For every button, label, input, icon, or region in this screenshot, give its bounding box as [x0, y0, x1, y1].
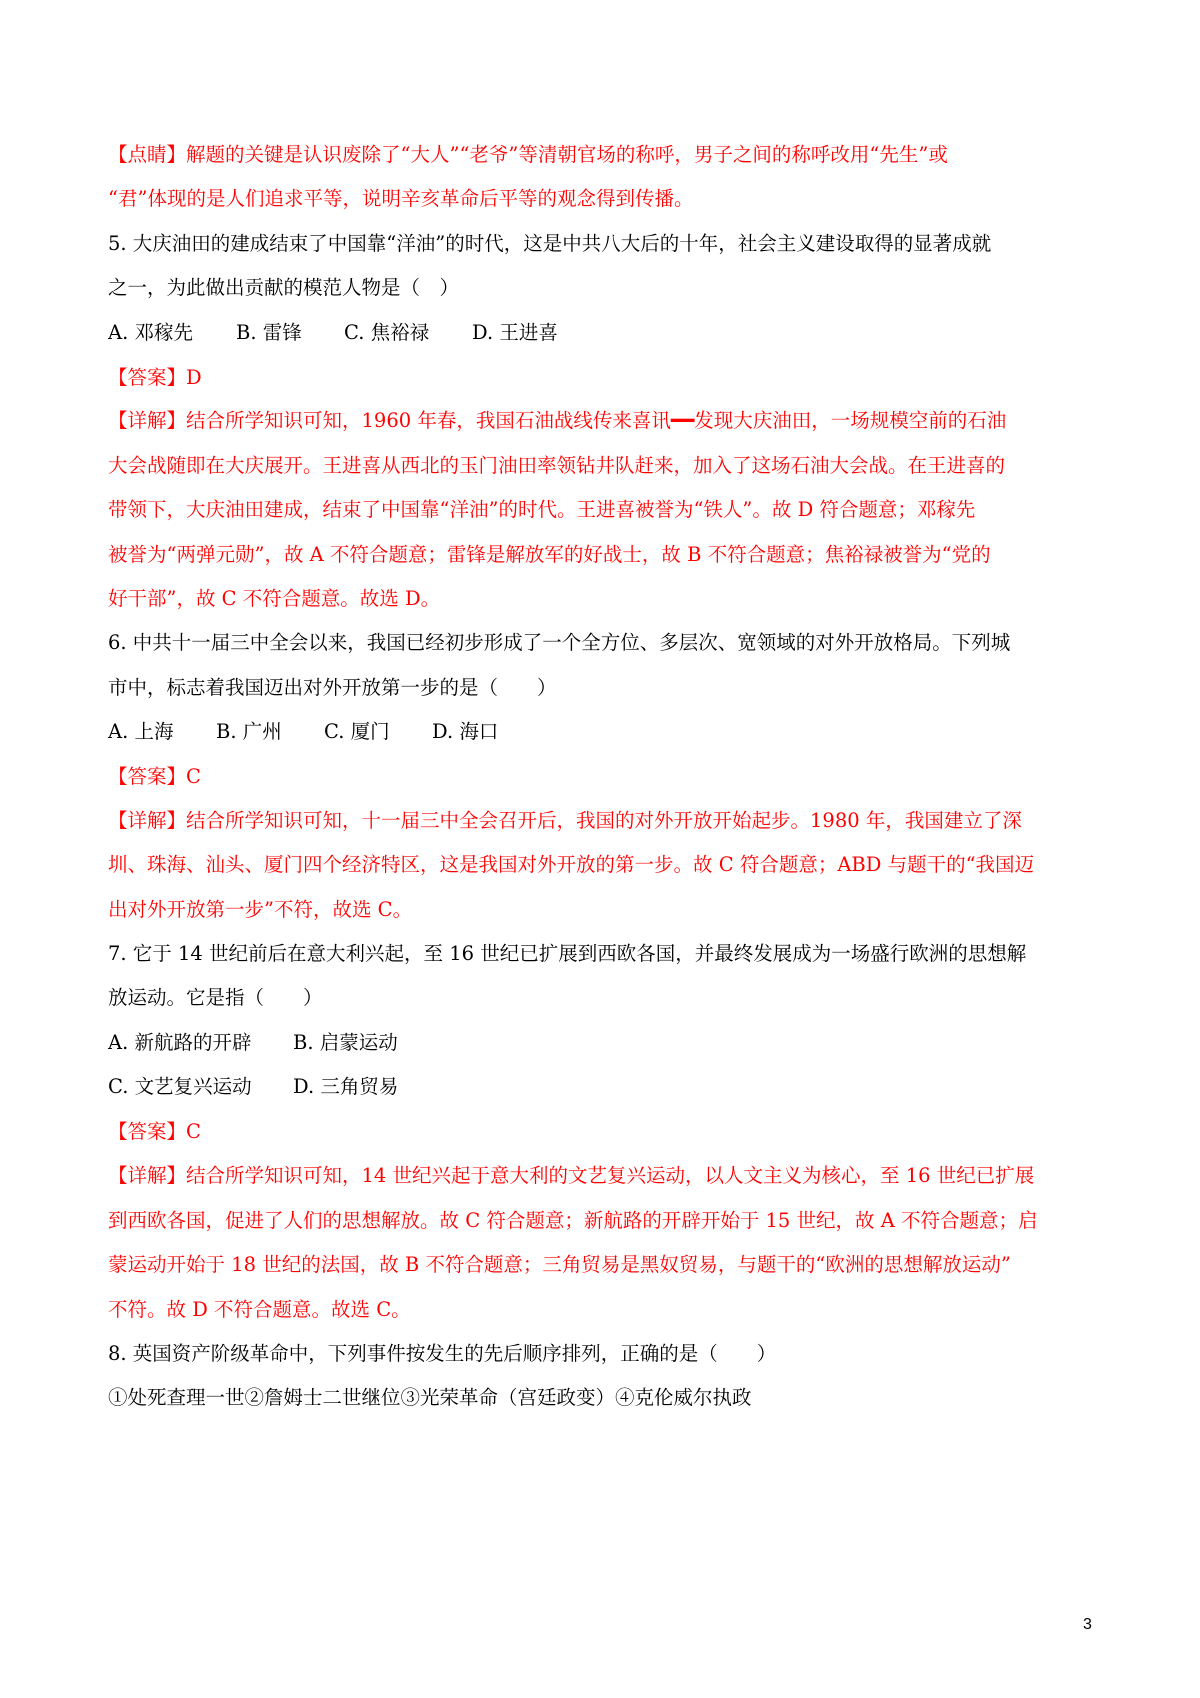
q6-explain-line-2: 圳、珠海、汕头、厦门四个经济特区，这是我国对外开放的第一步。故 C 符合题意；ABD 与题干的“我国迈: [108, 853, 1035, 876]
q5-option-c: C. 焦裕禄: [344, 321, 430, 344]
q6-stem-line-1: 6. 中共十一届三中全会以来，我国已经初步形成了一个全方位、多层次、宽领域的对外开放格局。下列城: [108, 631, 1011, 654]
q5-explain-line-1: 【详解】结合所学知识可知，1960 年春，我国石油战线传来喜讯━━发现大庆油田，一场规模空前的石油: [108, 409, 1007, 432]
q5-stem-line-1: 5. 大庆油田的建成结束了中国靠“洋油”的时代，这是中共八大后的十年，社会主义建设取得的显著成就: [108, 232, 992, 255]
q8-stem-line-1: 8. 英国资产阶级革命中，下列事件按发生的先后顺序排列，正确的是（ ）: [108, 1342, 777, 1365]
q5-option-a: A. 邓稼先: [108, 321, 193, 344]
q7-explain-line-3: 蒙运动开始于 18 世纪的法国，故 B 不符合题意；三角贸易是黑奴贸易，与题干的“欧洲的思想解放运动”: [108, 1253, 1011, 1276]
q5-option-b: B. 雷锋: [236, 321, 302, 344]
q4-tip-line-2: “君”体现的是人们追求平等，说明辛亥革命后平等的观念得到传播。: [108, 187, 694, 210]
q5-explain-line-3: 带领下，大庆油田建成，结束了中国靠“洋油”的时代。王进喜被誉为“铁人”。故 D 符合题意；邓稼先: [108, 498, 976, 521]
q5-stem-line-2: 之一，为此做出贡献的模范人物是（ ）: [108, 276, 460, 299]
q5-explain-line-4: 被誉为“两弹元勋”，故 A 不符合题意；雷锋是解放军的好战士，故 B 不符合题意；焦裕禄被誉为“党的: [108, 543, 991, 566]
q6-stem-line-2: 市中，标志着我国迈出对外开放第一步的是（ ）: [108, 676, 557, 699]
q6-option-c: C. 厦门: [324, 720, 390, 743]
q7-options-row-1: [108, 1028, 1108, 1058]
q7-option-a: A. 新航路的开辟: [108, 1031, 252, 1054]
q7-answer: 【答案】C: [108, 1120, 201, 1143]
q8-stem-line-2: ①处死查理一世②詹姆士二世继位③光荣革命（宫廷政变）④克伦威尔执政: [108, 1386, 752, 1409]
q7-explain-line-4: 不符。故 D 不符合题意。故选 C。: [108, 1298, 411, 1321]
q7-options-row-2: [108, 1072, 1108, 1102]
q5-option-d: D. 王进喜: [472, 321, 558, 344]
q7-explain-line-2: 到西欧各国，促进了人们的思想解放。故 C 符合题意；新航路的开辟开始于 15 世纪，故 A 不符合题意；启: [108, 1209, 1038, 1232]
page-number: 3: [1083, 1616, 1092, 1633]
q5-answer: 【答案】D: [108, 366, 202, 389]
q6-option-b: B. 广州: [216, 720, 282, 743]
q7-stem-line-1: 7. 它于 14 世纪前后在意大利兴起，至 16 世纪已扩展到西欧各国，并最终发展成为一场盛行欧洲的思想解: [108, 942, 1027, 965]
q7-option-d: D. 三角贸易: [293, 1075, 399, 1098]
q6-explain-line-1: 【详解】结合所学知识可知，十一届三中全会召开后，我国的对外开放开始起步。1980 年，我国建立了深: [108, 809, 1022, 832]
q5-explain-line-2: 大会战随即在大庆展开。王进喜从西北的玉门油田率领钻井队赶来，加入了这场石油大会战。在王进喜的: [108, 454, 1006, 477]
q6-option-a: A. 上海: [108, 720, 174, 743]
q6-explain-line-3: 出对外开放第一步”不符，故选 C。: [108, 898, 413, 921]
q5-explain-line-5: 好干部”，故 C 不符合题意。故选 D。: [108, 587, 441, 610]
q6-options: [108, 717, 1108, 747]
q6-answer: 【答案】C: [108, 765, 201, 788]
q7-stem-line-2: 放运动。它是指（ ）: [108, 986, 323, 1009]
q7-option-c: C. 文艺复兴运动: [108, 1075, 252, 1098]
q5-options: [108, 318, 1108, 348]
q7-option-b: B. 启蒙运动: [293, 1031, 398, 1054]
q7-explain-line-1: 【详解】结合所学知识可知，14 世纪兴起于意大利的文艺复兴运动，以人文主义为核心，至 16 世纪已扩展: [108, 1164, 1035, 1187]
q4-tip-line-1: 【点睛】解题的关键是认识废除了“大人”“老爷”等清朝官场的称呼，男子之间的称呼改用“先生”或: [108, 143, 948, 166]
q6-option-d: D. 海口: [432, 720, 499, 743]
